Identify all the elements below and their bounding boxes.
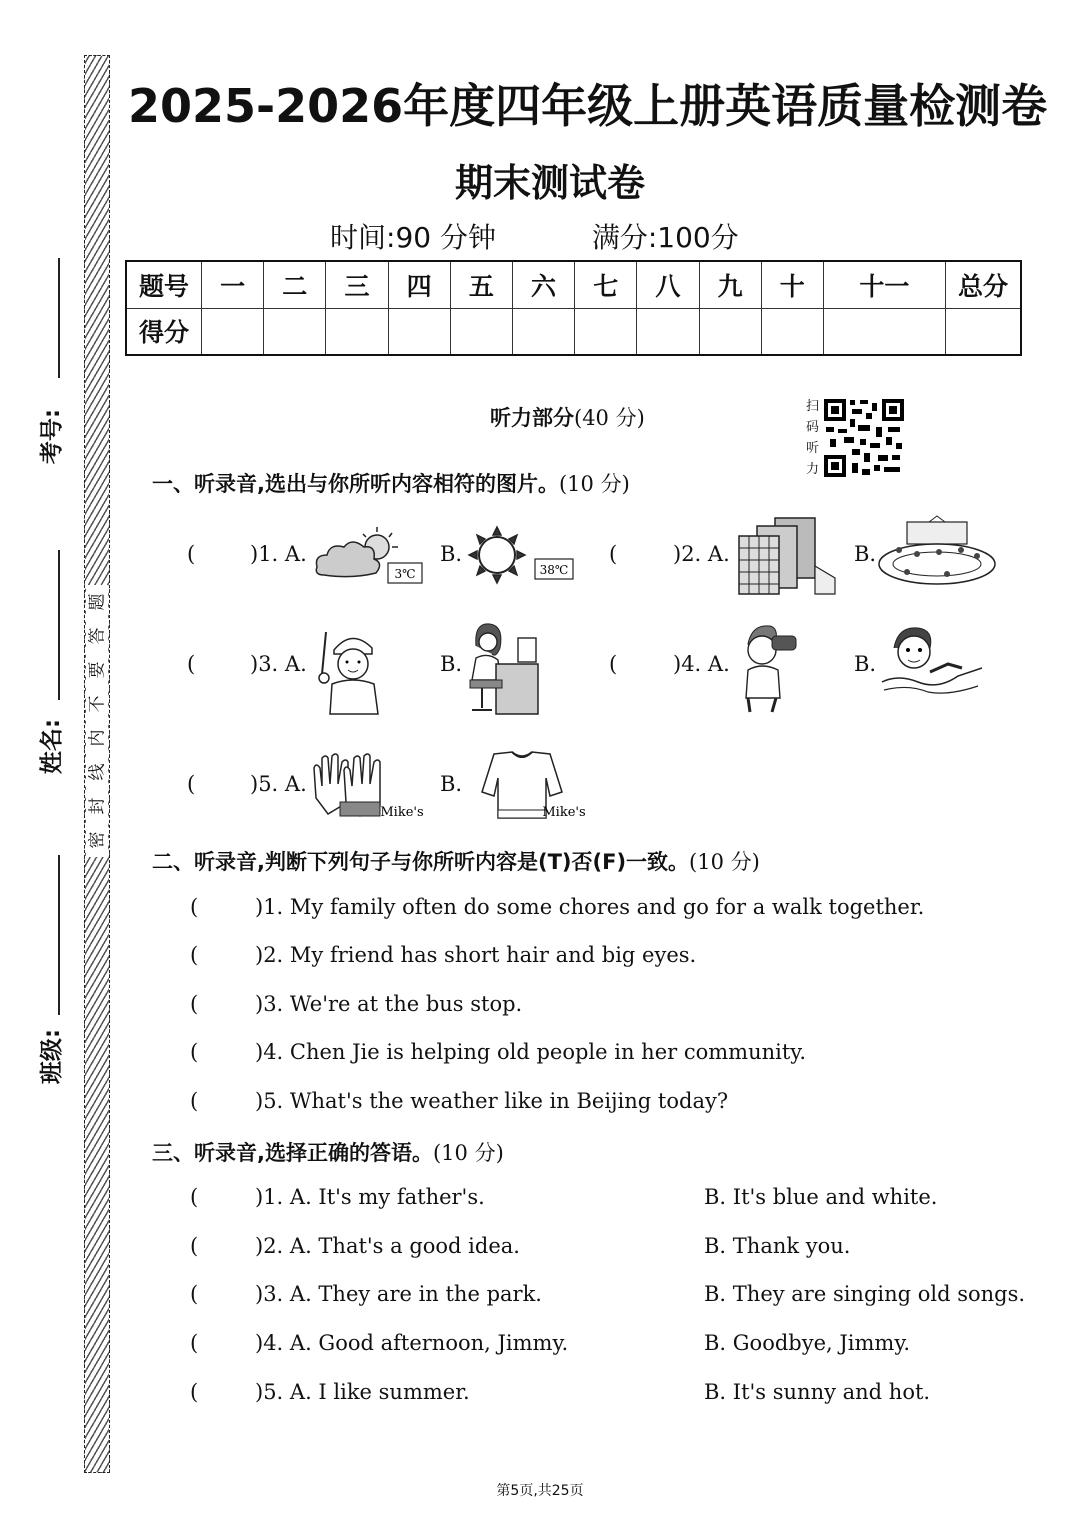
seal-char: 不 — [87, 695, 107, 713]
answer-paren[interactable]: ( — [190, 1185, 199, 1209]
seal-char: 答 — [87, 627, 107, 645]
s2-item-1: )1. My family often do some chores and go for a walk together. — [255, 895, 925, 919]
answer-paren[interactable]: ( — [609, 652, 618, 676]
answer-paren[interactable]: ( — [190, 1089, 199, 1113]
s3-item-5-a: )5. A. I like summer. — [255, 1380, 470, 1404]
answer-paren[interactable]: ( — [187, 542, 196, 566]
score-table — [125, 260, 1022, 356]
temp-caption-b: 38℃ — [539, 563, 569, 577]
s3-item-5-b: B. It's sunny and hot. — [704, 1380, 931, 1404]
seal-char: 题 — [87, 593, 107, 611]
section1-title — [152, 468, 630, 498]
answer-paren[interactable]: ( — [609, 542, 618, 566]
time-info — [330, 216, 739, 256]
answer-paren[interactable]: ( — [190, 1331, 199, 1355]
name-label: 姓名: — [39, 718, 66, 775]
score-input-cell[interactable] — [264, 308, 326, 355]
score-input-cell[interactable] — [388, 308, 450, 355]
section1-title-text: 一、听录音,选出与你所听内容相符的图片。 — [152, 472, 559, 496]
score-input-cell[interactable] — [946, 308, 1022, 355]
s3-item-2-a: )2. A. That's a good idea. — [255, 1234, 520, 1258]
boy-binoculars-icon — [738, 620, 810, 714]
score-input-cell[interactable] — [202, 308, 264, 355]
seal-char: 内 — [87, 729, 107, 747]
listening-title: 听力部分 — [490, 406, 574, 430]
score-header-cell: 二 — [264, 261, 326, 308]
s1-q5-label: )5. A. — [250, 772, 307, 796]
score-header-cell: 九 — [699, 261, 761, 308]
s3-item-1-b: B. It's blue and white. — [704, 1185, 938, 1209]
answer-paren[interactable]: ( — [187, 772, 196, 796]
answer-paren[interactable]: ( — [190, 1380, 199, 1404]
qr-code-icon[interactable] — [822, 397, 906, 479]
library-building-icon — [735, 516, 840, 596]
page-title: 2025-2026年度四年级上册英语质量检测卷 — [128, 79, 1048, 133]
sweater-caption: Mike's — [542, 805, 586, 820]
section3-title-text: 三、听录音,选择正确的答语。 — [152, 1141, 433, 1165]
s2-item-3: )3. We're at the bus stop. — [255, 992, 523, 1016]
exam-number-line — [58, 258, 60, 378]
s1-q5-b-label: B. — [440, 772, 463, 796]
page-subtitle: 期末测试卷 — [454, 161, 645, 205]
gloves-caption: Mike's — [380, 805, 424, 820]
score-input-cell[interactable] — [450, 308, 512, 355]
s1-q4-label: )4. A. — [673, 652, 730, 676]
class-label: 班级: — [39, 1028, 66, 1085]
s3-item-2-b: B. Thank you. — [704, 1234, 851, 1258]
seal-char: 封 — [87, 797, 107, 815]
s1-q3-label: )3. A. — [250, 652, 307, 676]
score-header-cell: 十 — [761, 261, 823, 308]
score-unit: 分 — [710, 221, 739, 254]
answer-paren[interactable]: ( — [190, 1234, 199, 1258]
s2-item-5: )5. What's the weather like in Beijing today? — [255, 1089, 729, 1113]
score-header-cell: 六 — [512, 261, 574, 308]
s2-item-4: )4. Chen Jie is helping old people in her community. — [255, 1040, 807, 1064]
score-input-cell[interactable] — [575, 308, 637, 355]
name-line — [58, 550, 60, 700]
section2-title-text: 二、听录音,判断下列句子与你所听内容是(T)否(F)一致。 — [152, 850, 690, 874]
score-header-cell: 十一 — [823, 261, 945, 308]
section2-title — [152, 846, 760, 876]
s1-q2-label: )2. A. — [673, 542, 730, 566]
office-worker-icon — [462, 618, 544, 714]
answer-paren[interactable]: ( — [190, 1282, 199, 1306]
time-unit: 分钟 — [439, 221, 496, 254]
score-label: 满分: — [591, 221, 658, 254]
time-label: 时间: — [330, 221, 396, 254]
score-input-cell[interactable] — [699, 308, 761, 355]
score-header-cell: 八 — [637, 261, 699, 308]
section2-points: (10 分) — [689, 850, 760, 874]
score-input-cell[interactable] — [823, 308, 945, 355]
answer-paren[interactable]: ( — [190, 943, 199, 967]
s2-item-2: )2. My friend has short hair and big eyes. — [255, 943, 697, 967]
section1-points: (10 分) — [558, 472, 630, 496]
score-input-cell[interactable] — [326, 308, 388, 355]
s3-item-3-a: )3. A. They are in the park. — [255, 1282, 542, 1306]
s1-q4-b-label: B. — [854, 652, 877, 676]
s1-q1-label: )1. A. — [250, 542, 307, 566]
score-header-cell: 七 — [575, 261, 637, 308]
qr-label-char: 听 — [806, 441, 820, 456]
cloudy-weather-icon — [312, 525, 427, 587]
s1-q2-b-label: B. — [854, 542, 877, 566]
temp-caption-a: 3℃ — [394, 567, 416, 581]
listening-points: (40 分) — [574, 406, 645, 430]
score-value: 100 — [657, 221, 711, 254]
score-header-cell: 三 — [326, 261, 388, 308]
page-footer: 第5页,共25页 — [496, 1483, 584, 1499]
answer-paren[interactable]: ( — [187, 652, 196, 676]
score-header-cell: 题号 — [126, 261, 202, 308]
seal-char: 要 — [87, 661, 107, 679]
s3-item-1-a: )1. A. It's my father's. — [255, 1185, 485, 1209]
s3-item-3-b: B. They are singing old songs. — [704, 1282, 1026, 1306]
seal-line-notice — [86, 585, 108, 857]
class-line — [58, 855, 60, 1015]
doctor-nurse-icon — [312, 624, 394, 716]
score-table-score-row — [126, 308, 1021, 355]
section3-title — [152, 1137, 504, 1167]
qr-label-char: 力 — [806, 462, 820, 477]
s1-q3-b-label: B. — [440, 652, 463, 676]
exam-number-label: 考号: — [39, 408, 66, 465]
boy-swimming-icon — [878, 624, 984, 698]
score-table-header-row — [126, 261, 1021, 308]
score-input-cell[interactable] — [637, 308, 699, 355]
time-value: 90 — [395, 221, 432, 254]
playground-icon — [877, 516, 999, 588]
score-header-cell: 总分 — [946, 261, 1022, 308]
s3-item-4-a: )4. A. Good afternoon, Jimmy. — [255, 1331, 569, 1355]
s1-q1-b-label: B. — [440, 542, 463, 566]
answer-paren[interactable]: ( — [190, 992, 199, 1016]
score-header-cell: 四 — [388, 261, 450, 308]
answer-paren[interactable]: ( — [190, 895, 199, 919]
score-input-cell[interactable] — [761, 308, 823, 355]
qr-label-char: 码 — [806, 420, 820, 435]
sweater-icon — [464, 748, 590, 822]
sun-hot-icon — [467, 527, 575, 583]
section3-points: (10 分) — [432, 1141, 504, 1165]
score-input-cell[interactable] — [512, 308, 574, 355]
qr-label-char: 扫 — [806, 399, 820, 414]
score-header-cell: 五 — [450, 261, 512, 308]
gloves-icon — [306, 748, 426, 822]
listening-heading — [490, 402, 645, 432]
s3-item-4-b: B. Goodbye, Jimmy. — [704, 1331, 911, 1355]
seal-char: 线 — [87, 763, 107, 781]
score-row-label: 得分 — [126, 308, 202, 355]
answer-paren[interactable]: ( — [190, 1040, 199, 1064]
score-header-cell: 一 — [202, 261, 264, 308]
seal-char: 密 — [87, 831, 107, 849]
